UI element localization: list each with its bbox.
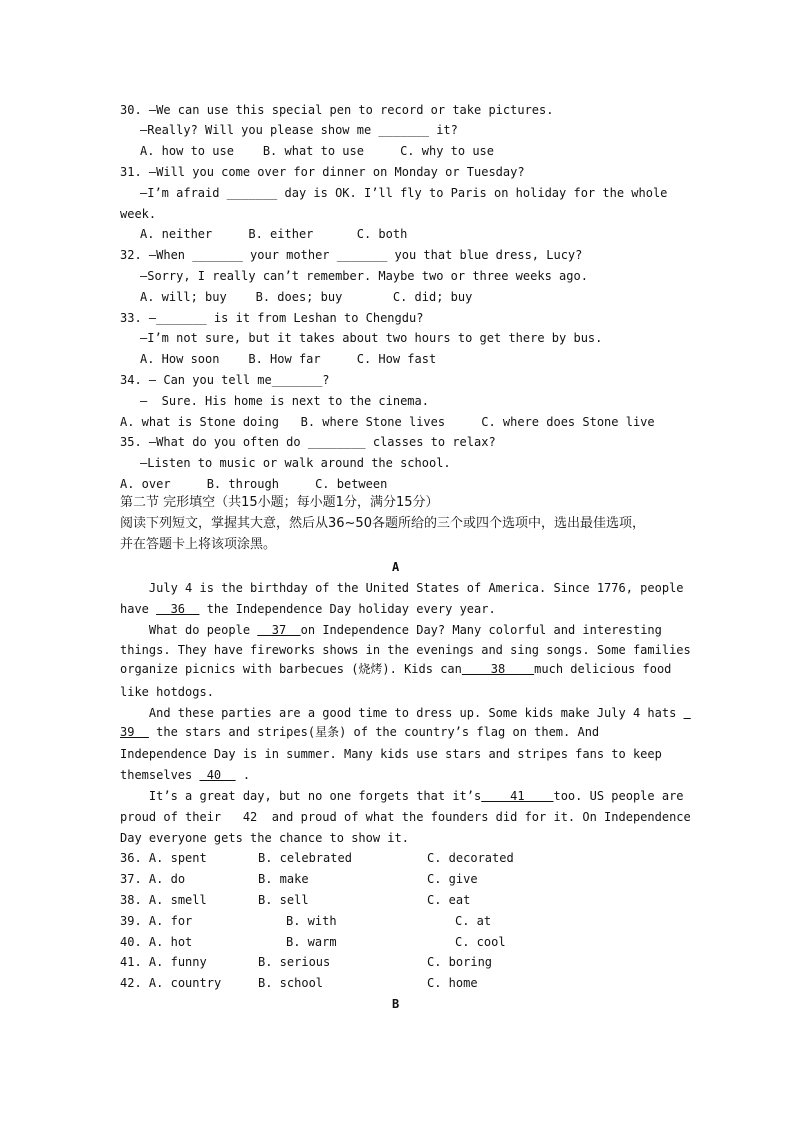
- question-31-reply-cont: week.: [120, 207, 157, 221]
- passage-a-line: like hotdogs.: [120, 685, 214, 699]
- choice-option: B. warm: [286, 935, 337, 949]
- question-30-stem: 30. –We can use this special pen to record or take pictures.: [120, 103, 554, 117]
- passage-a-line: proud of their 42 and proud of what the founders did for it. On Independence: [120, 810, 691, 824]
- blank-39: 39: [120, 725, 149, 739]
- passage-a-line: themselves 40 .: [120, 768, 251, 782]
- passage-a-line: organize picnics with barbecues (烧烤). Kids can 38 much delicious food: [120, 662, 672, 676]
- choice-row: 39. A. for: [120, 914, 193, 928]
- passage-a-line: 39 the stars and stripes(星条) of the country’s flag on them. And: [120, 725, 600, 739]
- passage-a-line: And these parties are a good time to dress up. Some kids make July 4 hats: [120, 706, 691, 720]
- section-heading: 第二节 完形填空（共15小题；每小题1分，满分15分）: [120, 495, 439, 510]
- choice-option: B. make: [258, 872, 309, 886]
- blank-36: 36: [156, 602, 200, 616]
- passage-a-line: It’s a great day, but no one forgets that it’s 41 too. US people are: [120, 789, 684, 803]
- choice-option: B. with: [286, 914, 337, 928]
- question-33-reply: –I’m not sure, but it takes about two hours to get there by bus.: [140, 331, 603, 345]
- question-30-options: A. how to use B. what to use C. why to use: [140, 144, 495, 158]
- passage-a-line: things. They have fireworks shows in the evenings and sing songs. Some families: [120, 643, 691, 657]
- passage-a-line: Day everyone gets the chance to show it.: [120, 831, 409, 845]
- section-instructions-line-1: 阅读下列短文，掌握其大意，然后从36~50各题所给的三个或四个选项中，选出最佳选项，: [120, 516, 645, 531]
- question-30-reply: –Really? Will you please show me _______ it?: [140, 123, 458, 137]
- question-34-stem: 34. – Can you tell me_______?: [120, 373, 330, 387]
- passage-a-line: Independence Day is in summer. Many kids use stars and stripes fans to keep: [120, 747, 662, 761]
- blank-39-start: [684, 706, 691, 720]
- question-33-options: A. How soon B. How far C. How fast: [140, 352, 437, 366]
- passage-a-line: have 36 the Independence Day holiday every year.: [120, 602, 496, 616]
- choice-row: 38. A. smell: [120, 893, 207, 907]
- choice-option: B. serious: [258, 955, 331, 969]
- question-31-options: A. neither B. either C. both: [140, 227, 408, 241]
- question-31-stem: 31. –Will you come over for dinner on Monday or Tuesday?: [120, 165, 525, 179]
- question-35-stem: 35. –What do you often do ________ classes to relax?: [120, 435, 496, 449]
- question-33-stem: 33. –_______ is it from Leshan to Chengdu?: [120, 311, 424, 325]
- question-32-options: A. will; buy B. does; buy C. did; buy: [140, 290, 473, 304]
- passage-b-label: B: [392, 997, 400, 1011]
- choice-option: C. eat: [427, 893, 471, 907]
- choice-row: 36. A. spent: [120, 851, 207, 865]
- section-instructions-line-2: 并在答题卡上将该项涂黑。: [120, 537, 277, 552]
- choice-option: B. celebrated: [258, 851, 352, 865]
- choice-option: C. cool: [455, 935, 506, 949]
- choice-option: C. boring: [427, 955, 493, 969]
- passage-a-line: What do people 37 on Independence Day? Many colorful and interesting: [120, 623, 662, 637]
- question-32-stem: 32. –When _______ your mother _______ you that blue dress, Lucy?: [120, 248, 583, 262]
- question-31-reply: –I’m afraid _______ day is OK. I’ll fly to Paris on holiday for the whole: [140, 186, 668, 200]
- choice-option: B. school: [258, 976, 324, 990]
- choice-option: C. home: [427, 976, 478, 990]
- blank-41: 41: [481, 789, 554, 803]
- question-34-options: A. what is Stone doing B. where Stone lives C. where does Stone live: [120, 415, 655, 429]
- passage-a-label: A: [392, 560, 400, 574]
- question-35-options: A. over B. through C. between: [120, 477, 388, 491]
- choice-row: 37. A. do: [120, 872, 186, 886]
- question-34-reply: – Sure. His home is next to the cinema.: [140, 394, 429, 408]
- choice-option: C. give: [427, 872, 478, 886]
- choice-row: 42. A. country: [120, 976, 222, 990]
- blank-38: 38: [461, 662, 535, 676]
- question-32-reply: –Sorry, I really can’t remember. Maybe two or three weeks ago.: [140, 269, 588, 283]
- blank-40: 40: [199, 768, 236, 782]
- choice-row: 40. A. hot: [120, 935, 193, 949]
- question-35-reply: –Listen to music or walk around the school.: [140, 456, 451, 470]
- choice-option: B. sell: [258, 893, 309, 907]
- choice-option: C. at: [455, 914, 492, 928]
- choice-row: 41. A. funny: [120, 955, 207, 969]
- choice-option: C. decorated: [427, 851, 514, 865]
- passage-a-line: July 4 is the birthday of the United States of America. Since 1776, people: [120, 581, 684, 595]
- blank-37: 37: [257, 623, 301, 637]
